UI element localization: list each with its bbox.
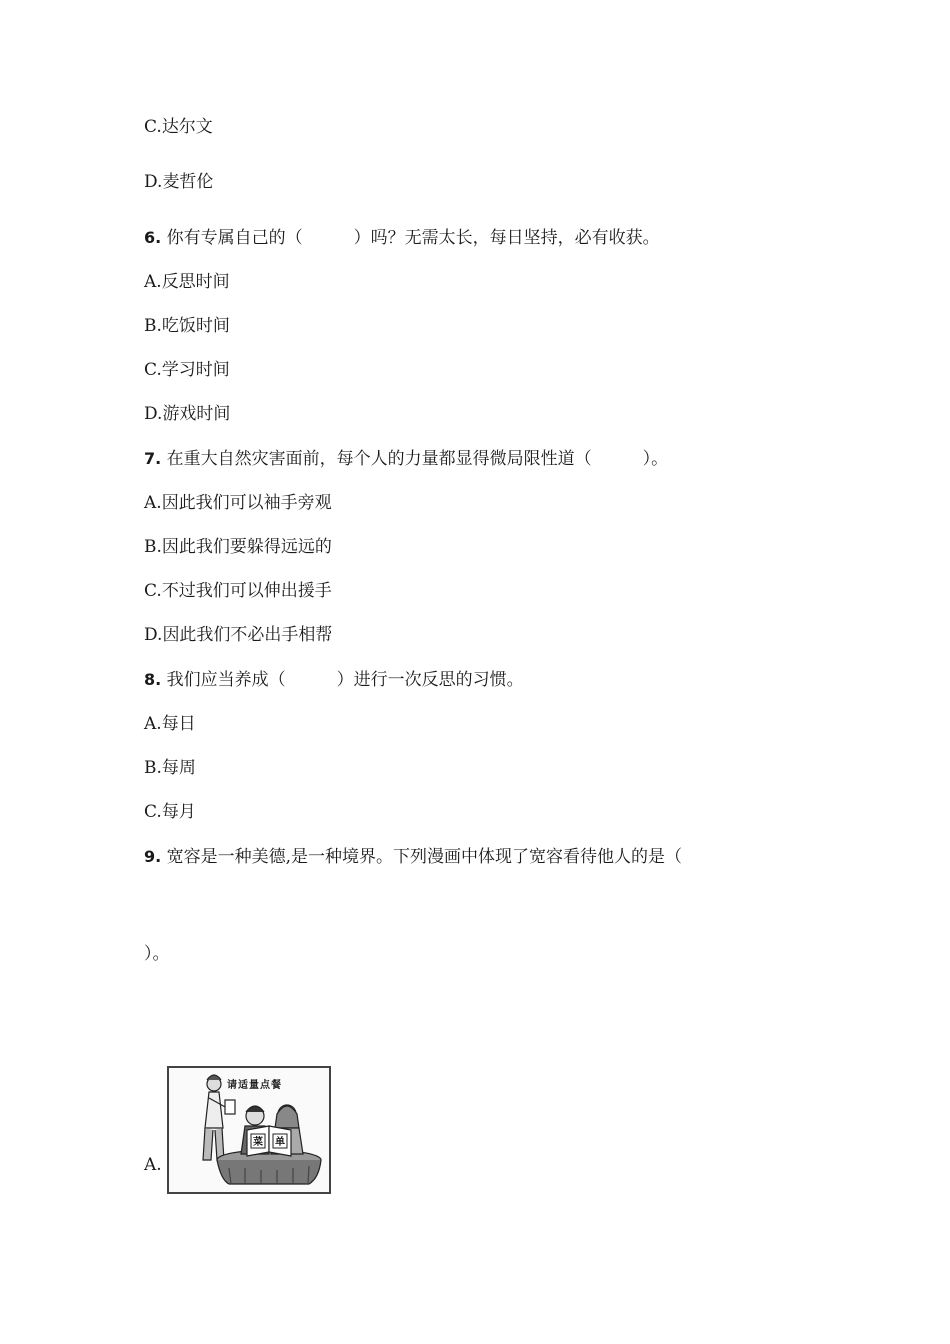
q5-option-c[interactable]	[144, 116, 213, 138]
option-text: 因此我们可以袖手旁观	[161, 493, 332, 513]
option-letter: B.	[144, 758, 162, 778]
q7-option-b[interactable]	[144, 536, 332, 558]
option-text: 每日	[161, 714, 196, 734]
option-letter: A.	[144, 493, 162, 513]
q5-option-d[interactable]	[144, 171, 213, 193]
option-letter: B.	[144, 316, 162, 336]
option-letter: A.	[144, 1155, 162, 1175]
option-text: 麦哲伦	[162, 172, 214, 192]
menu-label-left: 菜	[253, 1137, 263, 1148]
option-text: 每周	[161, 758, 196, 778]
q6-option-b[interactable]	[144, 315, 230, 337]
q6-option-d[interactable]	[144, 403, 230, 425]
q6-option-c[interactable]	[144, 359, 230, 381]
question-9-end	[144, 943, 170, 965]
question-9	[144, 846, 682, 868]
option-text: 不过我们可以伸出援手	[161, 581, 332, 601]
q7-option-c[interactable]	[144, 580, 332, 602]
question-text: 我们应当养成（ ）进行一次反思的习惯。	[166, 670, 524, 690]
question-6	[144, 227, 660, 249]
q6-option-a[interactable]	[144, 271, 230, 293]
option-letter: A.	[144, 714, 162, 734]
option-text: 反思时间	[161, 272, 230, 292]
q8-option-b[interactable]	[144, 757, 196, 779]
q7-option-a[interactable]	[144, 492, 332, 514]
question-text-end: ）。	[144, 944, 170, 964]
option-letter: C.	[144, 802, 162, 822]
option-text: 因此我们要躲得远远的	[161, 537, 332, 557]
option-letter: C.	[144, 360, 162, 380]
question-8	[144, 669, 524, 691]
question-number: 8.	[144, 670, 162, 689]
option-text: 吃饭时间	[161, 316, 230, 336]
option-text: 达尔文	[161, 117, 213, 137]
option-letter: A.	[144, 272, 162, 292]
q8-option-a[interactable]	[144, 713, 196, 735]
option-letter: C.	[144, 117, 162, 137]
option-text: 学习时间	[161, 360, 230, 380]
question-number: 6.	[144, 228, 162, 247]
option-letter: B.	[144, 537, 162, 557]
question-text: 你有专属自己的（ ）吗？无需太长，每日坚持，必有收获。	[166, 228, 660, 248]
menu-label-right: 单	[275, 1137, 285, 1148]
option-letter: C.	[144, 581, 162, 601]
q9-option-a[interactable]	[144, 1066, 344, 1202]
cartoon-image	[167, 1066, 331, 1194]
option-letter: D.	[144, 404, 163, 424]
option-text: 因此我们不必出手相帮	[162, 625, 333, 645]
question-text: 在重大自然灾害面前，每个人的力量都显得微局限性道（ ）。	[166, 449, 669, 469]
cartoon-caption: 请适量点餐	[227, 1080, 282, 1091]
question-7	[144, 448, 668, 470]
option-letter: D.	[144, 172, 163, 192]
option-letter: D.	[144, 625, 163, 645]
cartoon-illustration	[169, 1068, 329, 1192]
q7-option-d[interactable]	[144, 624, 332, 646]
q8-option-c[interactable]	[144, 801, 196, 823]
question-text: 宽容是一种美德,是一种境界。下列漫画中体现了宽容看待他人的是（	[166, 847, 683, 867]
question-number: 9.	[144, 847, 162, 866]
option-text: 每月	[161, 802, 196, 822]
question-number: 7.	[144, 449, 162, 468]
option-text: 游戏时间	[162, 404, 231, 424]
